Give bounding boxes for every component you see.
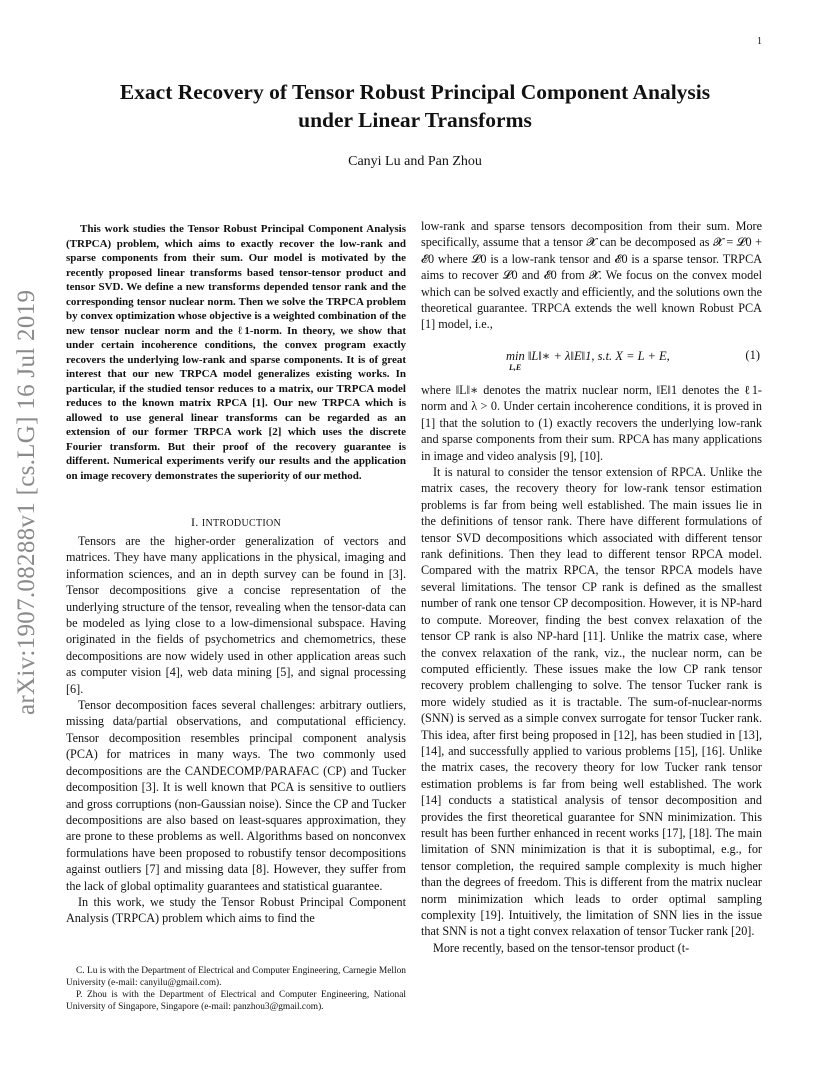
section-heading xyxy=(66,515,406,530)
paragraph-continued: low-rank and sparse tensors decomposition from their sum. More specifically, assume that a tensor 𝓧 can be decomposed as 𝓧 = 𝓛0 + 𝓔0 where 𝓛0 is a low-rank tensor and 𝓔0 is a sparse tensor. TRPCA aims to recover 𝓛0 and 𝓔0 from 𝓧. We focus on the convex model which can be solved exactly and efficiently, and the solutions own the theoretical guarantee. TRPCA extends the well known Robust PCA [1] model, i.e., xyxy=(421,219,762,332)
section-number: I. xyxy=(190,515,199,529)
paper-title xyxy=(60,78,770,134)
paragraph: More recently, based on the tensor-tensor product (t- xyxy=(433,940,690,955)
title-line-2: under Linear Transforms xyxy=(298,108,532,132)
paragraph: It is natural to consider the tensor extension of RPCA. Unlike the matrix cases, the recovery theory for low-rank tensor estimation problems is far from being well established. The main issues lie in the definitions of tensor rank. There have different formulations of tensor SVD decompositions which associated with different tensor rank definitions. Then they lead to different tensor RPCA model. Compared with the matrix RPCA, the tensor RPCA models have several limitations. The tensor CP rank is defined as the smallest number of rank one tensor CP decomposition. However, it is NP-hard to compute. Moreover, finding the best convex relaxation of the tensor CP rank is also NP-hard [11]. Unlike the matrix case, where the convex relaxation of the rank, viz., the nuclear norm, can be computed efficiently. These issues make the low CP rank tensor recovery problem challenging to solve. The tensor Tucker rank is more widely studied as it is tractable. The sum-of-nuclear-norms (SNN) is served as a simple convex surrogate for tensor Tucker rank. This idea, after first being proposed in [12], has been studied in [13], [14], and successfully applied to various problems [15], [16]. Unlike the matrix cases, the recovery theory for low Tucker rank tensor estimation problems is far from being well established. The work [14] conducts a statistical analysis of tensor decomposition and provides the first theoretical guarantee for SNN minimization. This result has been further enhanced in recent works [17], [18]. The main limitation of SNN minimization is that it is suboptimal, e.g., for tensor completion, the required sample complexity is much higher than the degrees of freedom. This is different from the matrix nuclear norm minimization which leads to order optimal sampling complexity [19]. Intuitively, the limitation of SNN lies in the issue that SNN is not a tight convex relaxation of tensor Tucker rank [20]. xyxy=(421,465,762,939)
right-column-paragraph xyxy=(421,218,762,333)
title-line-1: Exact Recovery of Tensor Robust Principal Component Analysis xyxy=(119,80,711,104)
footnotes xyxy=(66,965,406,1013)
page-number: 1 xyxy=(757,36,762,47)
equation-expression: min ‖L‖∗ + λ‖E‖1, s.t. X = L + E, xyxy=(506,349,670,363)
equation-number: (1) xyxy=(745,348,760,362)
footnote: C. Lu is with the Department of Electrical and Computer Engineering, Carnegie Mellon University (e-mail: canyilu@gmail.com). xyxy=(66,966,406,988)
arxiv-watermark: arXiv:1907.08288v1 [cs.LG] 16 Jul 2019 xyxy=(13,289,40,715)
equation-1 xyxy=(421,344,762,372)
intro-paragraph: Tensors are the higher-order generalization of vectors and matrices. They have many applications in the physical, imaging and information sciences, and an in depth survey can be found in [3]. Tensor decompositions give a concise representation of the underlying structure of the tensor, revealing when the tensor-data can be modeled as lying close to a low-dimensional subspace. Having originated in the fields of psychometrics and chemometrics, these decompositions are now widely used in other application areas such as computer vision [4], web data mining [5], and signal processing [6]. xyxy=(66,534,406,696)
right-column-body xyxy=(421,382,762,956)
introduction-text xyxy=(66,533,406,927)
intro-paragraph: In this work, we study the Tensor Robust Principal Component Analysis (TRPCA) problem which aims to find the xyxy=(66,894,406,926)
authors: Canyi Lu and Pan Zhou xyxy=(348,154,482,169)
intro-paragraph: Tensor decomposition faces several challenges: arbitrary outliers, missing data/partial observations, and computational efficiency. Tensor decomposition resembles principal component analysis (PCA) for matrices in many ways. The two commonly used decompositions are the CANDECOMP/PARAFAC (CP) and Tucker decomposition [3]. It is well known that PCA is sensitive to outliers and gross corruptions (non-Gaussian noise). Since the CP and Tucker decompositions are also based on least-squares approximation, they are prone to these problems as well. Algorithms based on nonconvex formulations have been proposed to robustify tensor decompositions against outliers [7] and missing data [8]. However, they suffer from the lack of global optimality guarantees and statistical guarantee. xyxy=(66,698,406,893)
paragraph: where ‖L‖∗ denotes the matrix nuclear norm, ‖E‖1 denotes the ℓ1-norm and λ > 0. Under certain incoherence conditions, it is proved in [1] that the solution to (1) exactly recovers the underlying low-rank and sparse components from their sum. RPCA has many applications in image and video analysis [9], [10]. xyxy=(421,383,762,463)
abstract: This work studies the Tensor Robust Principal Component Analysis (TRPCA) problem, which aims to exactly recover the low-rank and sparse components from their sum. Our model is motivated by the recently proposed linear transforms based tensor-tensor product and tensor SVD. We define a new transforms depended tensor rank and the corresponding tensor nuclear norm. Then we solve the TRPCA problem by convex optimization whose objective is a weighted combination of the new tensor nuclear norm and the ℓ1-norm. In theory, we show that under certain incoherence conditions, the convex program exactly recovers the underlying low-rank and sparse components. It is of great interest that our new TRPCA model generalizes existing works. In particular, if the studied tensor reduces to a matrix, our TRPCA model reduces to the known matrix RPCA [1]. Our new TRPCA which is allowed to use general linear transforms can be regarded as an extension of our former TRPCA work [2] which uses the discrete Fourier transform. But their proof of the recovery guarantee is different. Numerical experiments verify our results and the application on image recovery demonstrates the superiority of our method. xyxy=(66,223,406,482)
section-title: INTRODUCTION xyxy=(201,518,282,529)
footnote: P. Zhou is with the Department of Electrical and Computer Engineering, National University of Singapore, Singapore (e-mail: panzhou3@gmail.com). xyxy=(66,990,406,1012)
equation-subscript: L,E xyxy=(509,363,522,372)
